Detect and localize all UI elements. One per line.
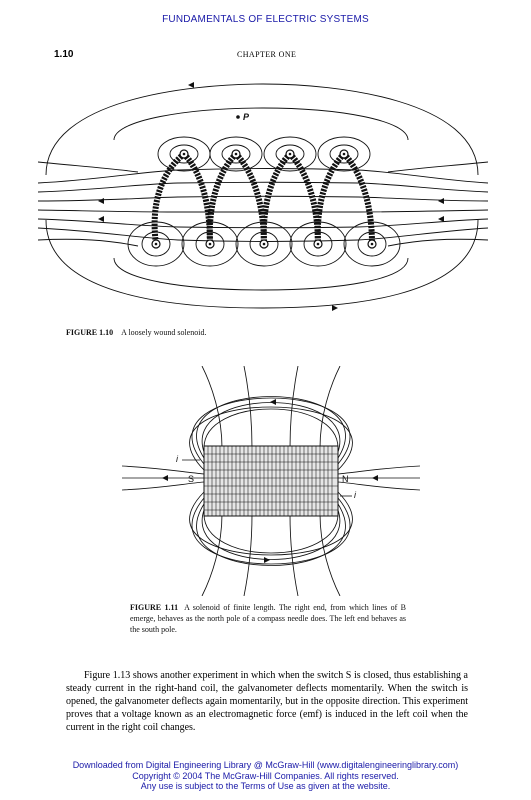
current-label-left: i bbox=[176, 454, 178, 464]
field-line bbox=[244, 514, 252, 596]
copyright-footer bbox=[0, 760, 531, 792]
field-line bbox=[202, 403, 340, 453]
arrow-icon bbox=[438, 198, 444, 204]
caption-text: A loosely wound solenoid. bbox=[121, 328, 207, 337]
coil-turn bbox=[344, 154, 372, 244]
arrow-icon bbox=[270, 399, 276, 405]
field-line bbox=[122, 466, 204, 474]
coil-turn bbox=[236, 154, 264, 244]
arrow-icon bbox=[372, 475, 378, 481]
chapter-title: CHAPTER ONE bbox=[237, 50, 297, 59]
figure-1-11-caption bbox=[130, 602, 406, 635]
arrow-icon bbox=[264, 557, 270, 563]
north-pole-label: N bbox=[342, 474, 349, 484]
page-number: 1.10 bbox=[54, 49, 74, 60]
field-line bbox=[338, 482, 420, 490]
field-line bbox=[338, 466, 420, 474]
footer-copyright-line: Copyright © 2004 The McGraw-Hill Companies. All rights reserved. bbox=[132, 770, 399, 781]
field-line bbox=[388, 162, 488, 172]
field-line bbox=[38, 182, 488, 192]
body-paragraph: Figure 1.13 shows another experiment in which when the switch S is closed, thus establishing a steady current in the right-hand coil, the galvanometer deflects momentarily. When the switch is opened, the galvanometer deflects again momentarily, but in the opposite direction. This experiment proves that a voltage known as an electromagnetic force (emf) is induced in the left coil when the current in the right coil changes. bbox=[66, 670, 468, 733]
field-line bbox=[38, 196, 488, 201]
field-line bbox=[202, 510, 340, 560]
field-line bbox=[38, 162, 138, 172]
solenoid-figure bbox=[38, 80, 488, 312]
arrow-icon bbox=[332, 305, 338, 311]
point-p-label: P bbox=[243, 112, 250, 122]
field-line bbox=[244, 366, 252, 448]
current-label-right: i bbox=[354, 490, 356, 500]
footer-download-line[interactable]: Downloaded from Digital Engineering Library @ McGraw-Hill (www.digitalengineeringlibrary.com) bbox=[72, 760, 459, 770]
finite-solenoid-figure bbox=[122, 366, 420, 596]
south-pole-label: S bbox=[188, 474, 195, 484]
arrow-icon bbox=[438, 216, 444, 222]
coil-turn bbox=[155, 154, 184, 244]
arrow-icon bbox=[188, 82, 194, 88]
field-line bbox=[38, 239, 138, 246]
field-line bbox=[290, 366, 298, 448]
arrow-icon bbox=[98, 216, 104, 222]
coil-turn bbox=[290, 154, 318, 244]
field-line bbox=[114, 108, 408, 140]
figure-label: FIGURE 1.11 bbox=[130, 603, 179, 612]
footer-terms-line[interactable]: Any use is subject to the Terms of Use as given at the website. bbox=[140, 781, 391, 791]
arrow-icon bbox=[98, 198, 104, 204]
figure-label: FIGURE 1.10 bbox=[66, 328, 114, 337]
caption-text: A solenoid of finite length. The right end, from which lines of B emerge, behaves as the north pole of a compass needle does. The left end behaves as the south pole. bbox=[130, 603, 407, 634]
field-line bbox=[46, 84, 478, 175]
site-header: FUNDAMENTALS OF ELECTRIC SYSTEMS bbox=[162, 14, 369, 25]
field-line bbox=[204, 409, 338, 448]
point-p-marker bbox=[236, 115, 240, 119]
figure-1-10-caption bbox=[66, 328, 206, 337]
field-line bbox=[38, 169, 488, 184]
field-line bbox=[290, 514, 298, 596]
field-line bbox=[204, 514, 338, 553]
arrow-icon bbox=[162, 475, 168, 481]
field-line bbox=[114, 258, 408, 290]
